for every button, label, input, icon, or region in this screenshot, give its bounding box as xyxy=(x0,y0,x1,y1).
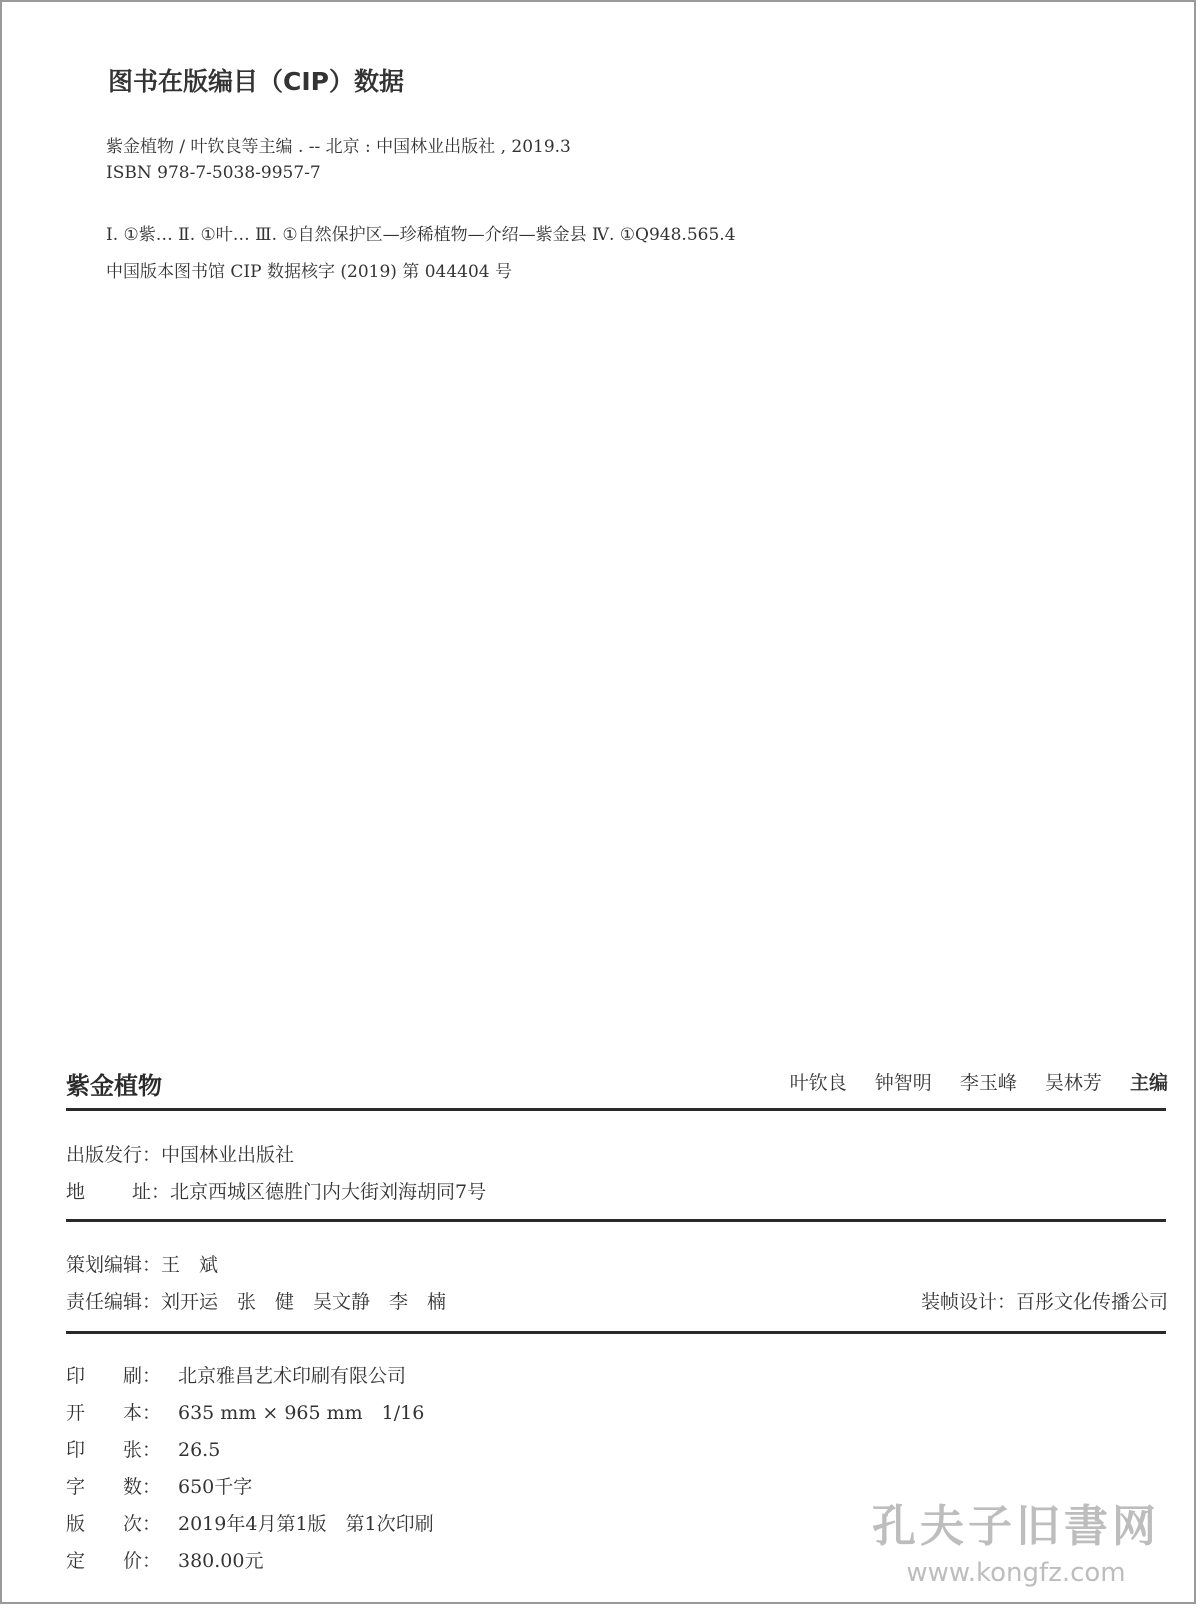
cip-bibliographic-line: 紫金植物 / 叶钦良等主编 . -- 北京 : 中国林业出版社 , 2019.3 xyxy=(106,137,571,157)
spec-row-edition xyxy=(66,1509,434,1536)
watermark-text: 孔夫子旧書网 xyxy=(872,1501,1160,1552)
spec-value: 2019年4月第1版 第1次印刷 xyxy=(178,1513,434,1535)
spec-value: 26.5 xyxy=(178,1439,221,1461)
divider-rule xyxy=(66,1331,1166,1334)
book-title: 紫金植物 xyxy=(66,1072,162,1100)
address-row xyxy=(66,1177,486,1204)
editor-name: 叶钦良 xyxy=(789,1072,847,1094)
spec-label: 版 次： xyxy=(66,1513,162,1535)
planning-editor-row xyxy=(66,1250,218,1277)
editor-role: 主编 xyxy=(1129,1072,1168,1094)
planning-editor-value: 王 斌 xyxy=(161,1254,219,1276)
publisher-value: 中国林业出版社 xyxy=(161,1144,295,1166)
spec-label: 印 刷： xyxy=(66,1365,162,1387)
spec-row-printing xyxy=(66,1361,406,1388)
divider-rule xyxy=(66,1219,1166,1222)
spec-label: 印 张： xyxy=(66,1439,162,1461)
watermark xyxy=(872,1490,1160,1588)
spec-row-wordcount xyxy=(66,1472,252,1499)
responsible-editor-row xyxy=(66,1287,446,1314)
cip-isbn: ISBN 978-7-5038-9957-7 xyxy=(106,163,321,183)
editor-name: 吴林芳 xyxy=(1044,1072,1102,1094)
divider-rule xyxy=(66,1108,1166,1111)
address-label-a: 地 xyxy=(66,1181,86,1203)
design-label: 装帧设计： xyxy=(920,1291,1016,1313)
spec-row-sheets xyxy=(66,1435,220,1462)
planning-editor-label: 策划编辑： xyxy=(66,1254,162,1276)
spec-row-price xyxy=(66,1546,263,1573)
spec-label: 字 数： xyxy=(66,1476,162,1498)
spec-value: 650千字 xyxy=(178,1476,253,1498)
editors-line xyxy=(768,1068,1168,1095)
publisher-label: 出版发行： xyxy=(66,1144,162,1166)
address-label-b: 址： xyxy=(132,1181,171,1203)
watermark-url: www.kongfz.com xyxy=(906,1558,1126,1588)
spec-value: 635 mm × 965 mm 1/16 xyxy=(178,1402,425,1424)
spec-value: 380.00元 xyxy=(178,1550,264,1572)
responsible-editor-label: 责任编辑： xyxy=(66,1291,162,1313)
cip-classification: Ⅰ. ①紫… Ⅱ. ①叶… Ⅲ. ①自然保护区—珍稀植物—介绍—紫金县 Ⅳ. ①Q948.565.4 xyxy=(106,225,736,245)
address-value: 北京西城区德胜门内大街刘海胡同7号 xyxy=(170,1181,487,1203)
spec-value: 北京雅昌艺术印刷有限公司 xyxy=(178,1365,407,1387)
publisher-row xyxy=(66,1140,294,1167)
design-row xyxy=(921,1287,1168,1314)
cip-title: 图书在版编目（CIP）数据 xyxy=(108,67,404,96)
spec-label: 开 本： xyxy=(66,1402,162,1424)
spec-row-format xyxy=(66,1398,424,1425)
cip-library-record: 中国版本图书馆 CIP 数据核字 (2019) 第 044404 号 xyxy=(106,262,513,282)
responsible-editor-value: 刘开运 张 健 吴文静 李 楠 xyxy=(161,1291,447,1313)
design-value: 百彤文化传播公司 xyxy=(1015,1291,1168,1313)
editor-name: 李玉峰 xyxy=(959,1072,1017,1094)
editor-name: 钟智明 xyxy=(874,1072,932,1094)
spec-label: 定 价： xyxy=(66,1550,162,1572)
